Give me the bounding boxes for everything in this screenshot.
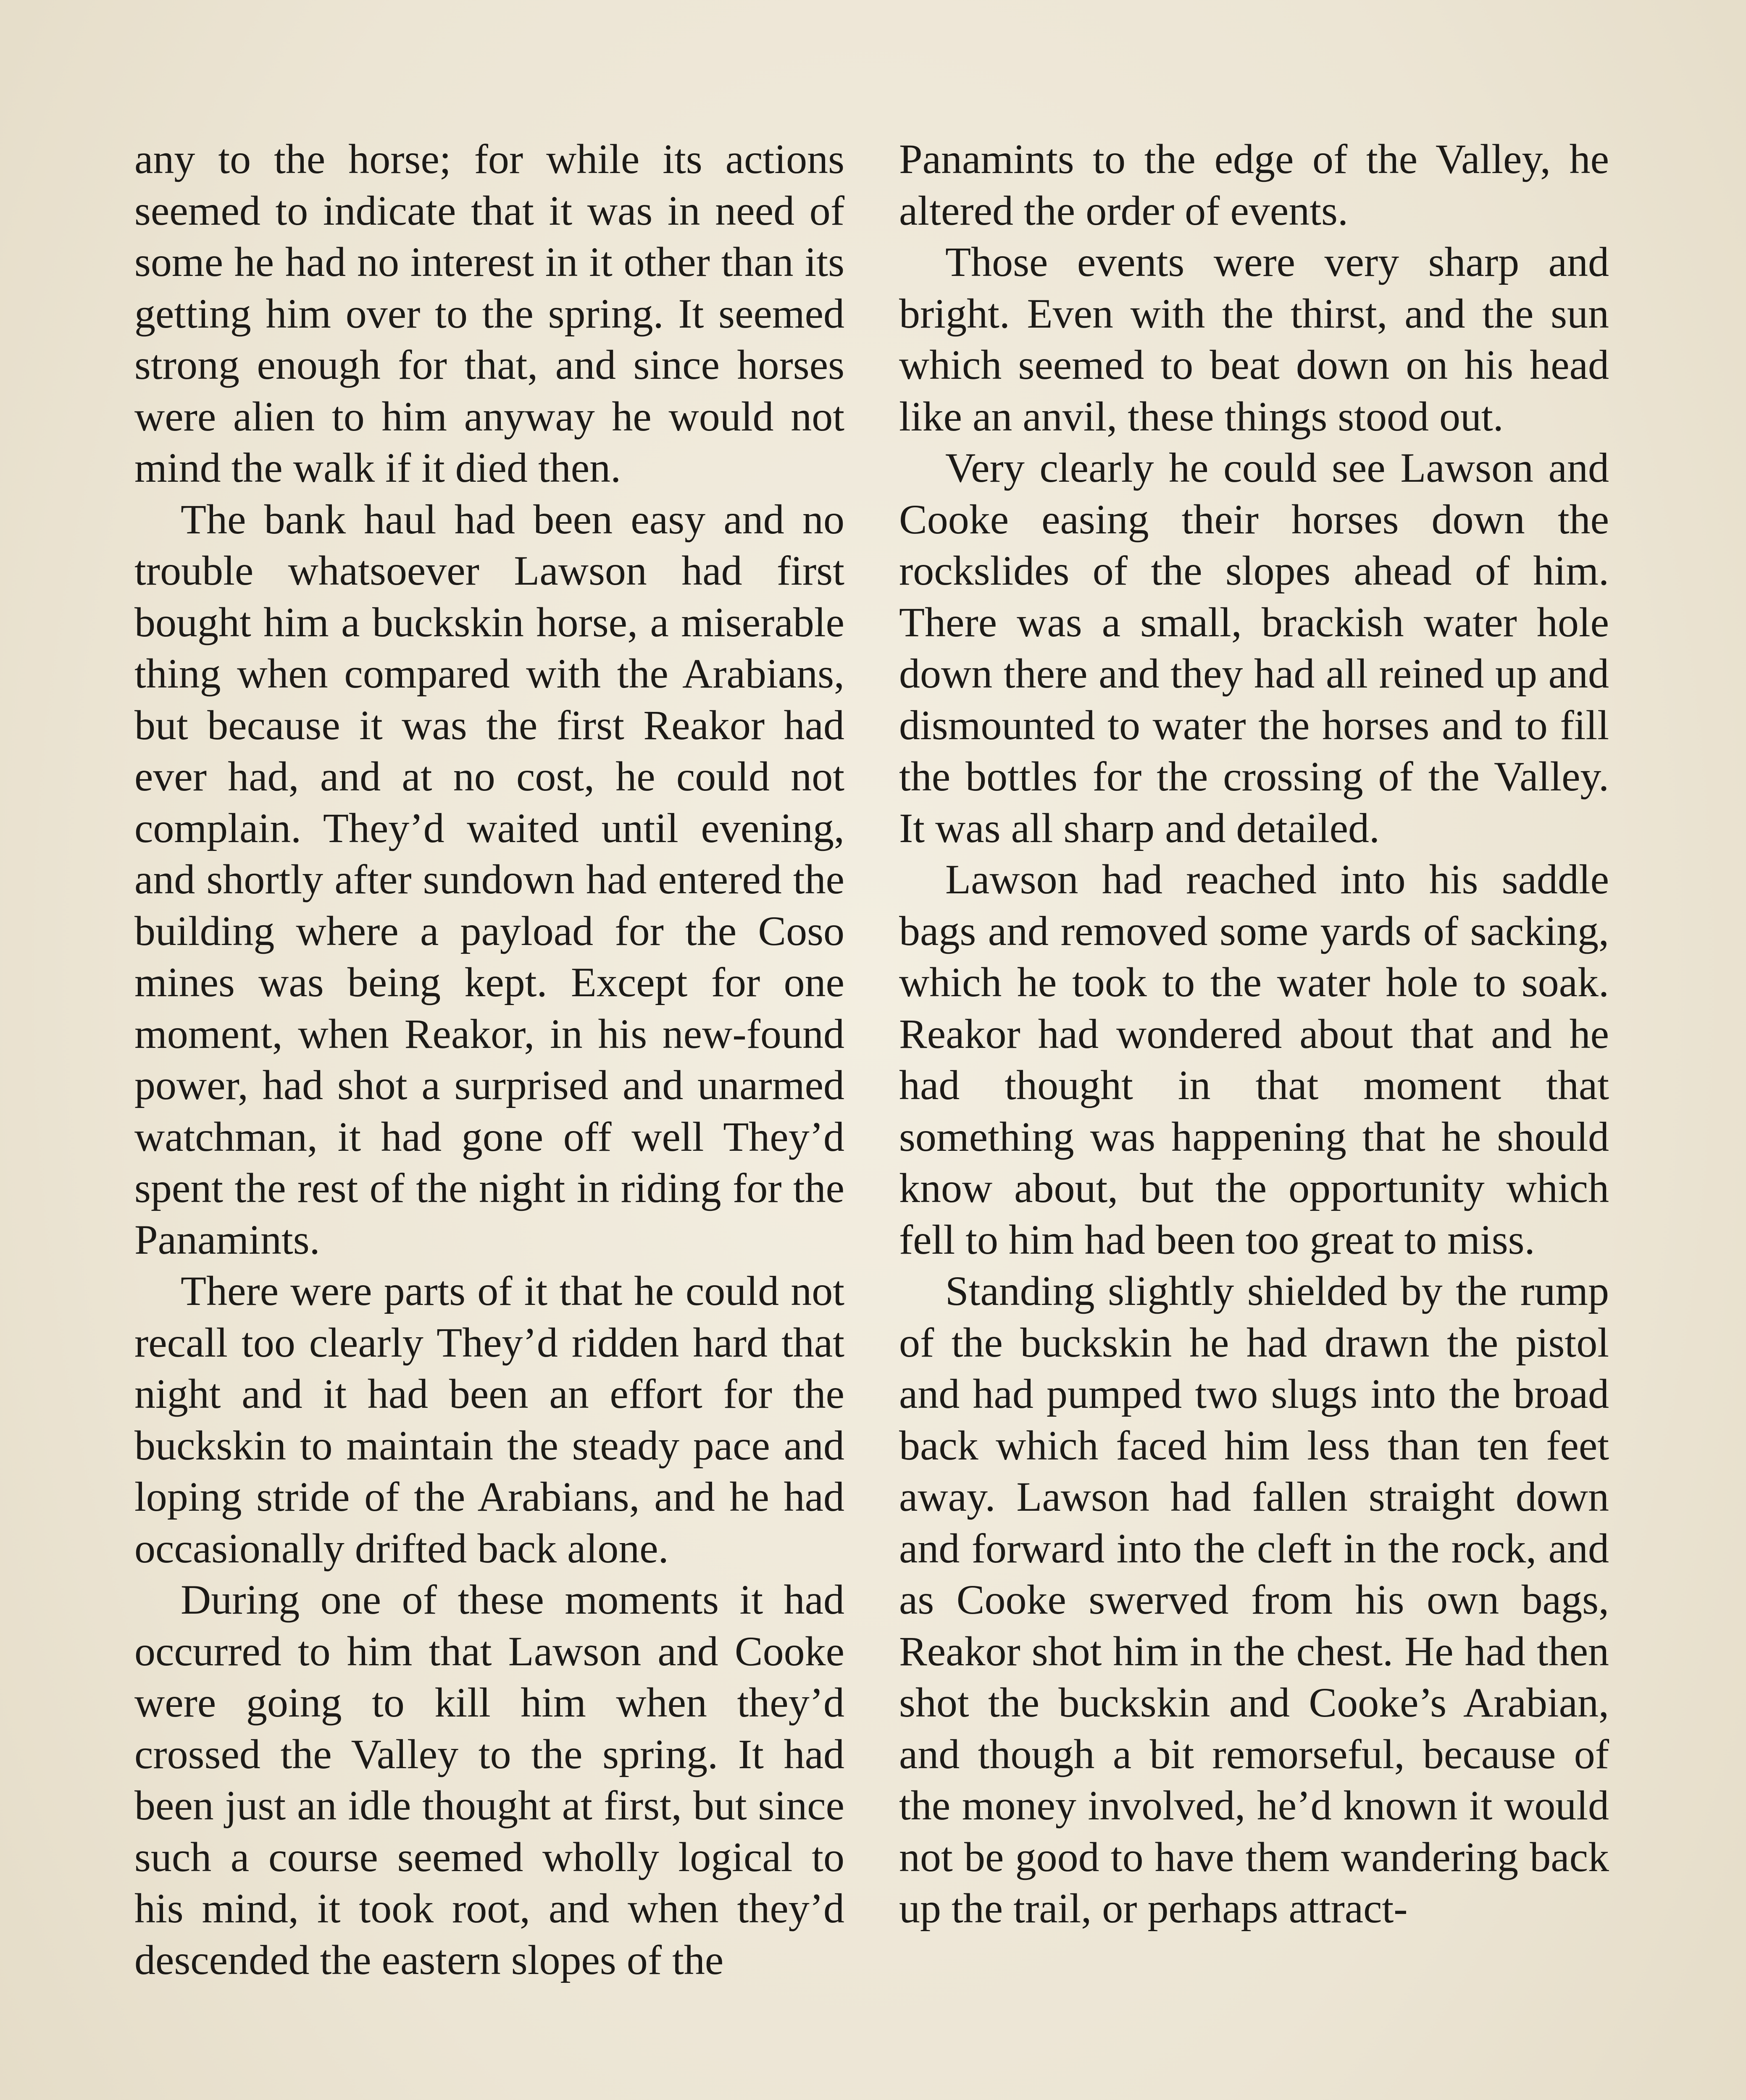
right-text-column — [899, 134, 1609, 1935]
left-text-column — [134, 134, 844, 1986]
paragraph: Lawson had reached into his saddle bags and removed some yards of sacking, which he took to the water hole to soak. Reakor had wondered about that and he had thought in that moment that something was happening that he should know about, but the opportunity which fell to him had been too great to miss. — [899, 856, 1609, 1263]
paragraph: Panamints to the edge of the Valley, he altered the order of events. — [899, 136, 1609, 234]
paragraph: During one of these moments it had occurred to him that Lawson and Cooke were going to kill him when they’d crossed the Valley to the spring. It had been just an idle thought at first, but since such a course seemed wholly logical to his mind, it took root, and when they’d descended the eastern slopes of the — [134, 1576, 844, 1983]
paragraph: There were parts of it that he could not recall too clearly They’d ridden hard that night and it had been an effort for the buckskin to maintain the steady pace and loping stride of the Arabians, and he had occasionally drifted back alone. — [134, 1268, 844, 1572]
paragraph: Standing slightly shielded by the rump of the buckskin he had drawn the pistol and had pumped two slugs into the broad back which faced him less than ten feet away. Lawson had fallen straight down and forward into the cleft in the rock, and as Cooke swerved from his own bags, Reakor shot him in the chest. He had then shot the buckskin and Cooke’s Arabian, and though a bit remorseful, because of the money involved, he’d known it would not be good to have them wandering back up the trail, or perhaps attract- — [899, 1268, 1609, 1932]
paragraph: any to the horse; for while its actions seemed to indicate that it was in need of some he had no interest in it other than its getting him over to the spring. It seemed strong enough for that, and since horses were alien to him anyway he would not mind the walk if it died then. — [134, 136, 844, 491]
paragraph: The bank haul had been easy and no trouble whatsoever Lawson had first bought him a buckskin horse, a miserable thing when compared with the Arabians, but because it was the first Reakor had ever had, and at no cost, he could not complain. They’d waited until evening, and shortly after sundown had entered the building where a payload for the Coso mines was being kept. Except for one moment, when Reakor, in his new-found power, had shot a surprised and unarmed watchman, it had gone off well They’d spent the rest of the night in riding for the Panamints. — [134, 496, 844, 1263]
paragraph: Very clearly he could see Lawson and Cooke easing their horses down the rockslides of the slopes ahead of him. There was a small, brackish water hole down there and they had all reined up and dismounted to water the horses and to fill the bottles for the crossing of the Valley. It was all sharp and detailed. — [899, 444, 1609, 851]
paragraph: Those events were very sharp and bright. Even with the thirst, and the sun which seemed to beat down on his head like an anvil, these things stood out. — [899, 239, 1609, 440]
